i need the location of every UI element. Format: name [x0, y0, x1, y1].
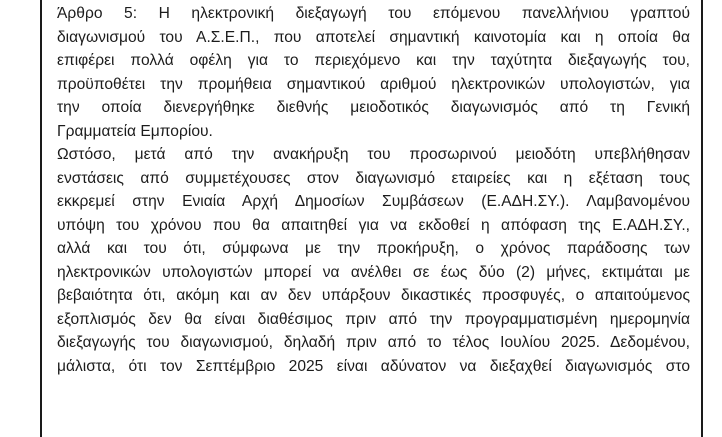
right-border-line — [701, 0, 703, 437]
text-line: αλλά και του ότι, σύμφωνα με την προκήρυξη, ο χρόνος παράδοσης των — [57, 240, 690, 257]
text-line: ενστάσεις από συμμετέχουσες στον διαγωνισμό εταιρείες και η εξέταση τους — [57, 169, 690, 187]
text-line: Γραμματεία Εμπορίου. — [57, 122, 213, 140]
text-line: υπόψη του χρόνου που θα απαιτηθεί για να εκδοθεί η απόφαση της Ε.ΑΔΗ.ΣΥ., — [57, 216, 690, 234]
text-line: διαγωνισμού του Α.Σ.Ε.Π., που αποτελεί σημαντική καινοτομία και η οποία θα — [57, 28, 690, 46]
article-5-text — [57, 2, 690, 378]
text-line: μάλιστα, ότι τον Σεπτέμβριο 2025 είναι αδύνατον να διεξαχθεί διαγωνισμός στο — [57, 357, 690, 375]
text-line: προϋποθέτει την προμήθεια σημαντικού αριθμού ηλεκτρονικών υπολογιστών, για — [57, 75, 690, 93]
text-line: Άρθρο 5: Η ηλεκτρονική διεξαγωγή του επόμενου πανελλήνιου γραπτού — [57, 5, 690, 22]
text-line: εξοπλισμός δεν θα είναι διαθέσιμος πριν από την προγραμματισμένη ημερομηνία — [57, 310, 690, 328]
text-line: επιφέρει πολλά οφέλη για το περιεχόμενο και την ταχύτητα διεξαγωγής του, — [57, 52, 690, 69]
text-line: εκκρεμεί στην Ενιαία Αρχή Δημοσίων Συμβάσεων (Ε.ΑΔΗ.ΣΥ.). Λαμβανομένου — [57, 193, 690, 210]
text-line: ηλεκτρονικών υπολογιστών μπορεί να ανέλθει σε έως δύο (2) μήνες, εκτιμάται με — [57, 263, 690, 281]
text-line: την οποία διενεργήθηκε διεθνής μειοδοτικός διαγωνισμός από τη Γενική — [57, 99, 690, 116]
text-line: βεβαιότητα ότι, ακόμη και αν δεν υπάρξουν δικαστικές προσφυγές, ο απαιτούμενος — [57, 287, 690, 304]
text-line: διεξαγωγής του διαγωνισμού, δηλαδή πριν από το τέλος Ιουλίου 2025. Δεδομένου, — [57, 334, 690, 351]
text-line: Ωστόσο, μετά από την ανακήρυξη του προσωρινού μειοδότη υπεβλήθησαν — [57, 146, 690, 163]
left-border-line — [40, 0, 42, 437]
